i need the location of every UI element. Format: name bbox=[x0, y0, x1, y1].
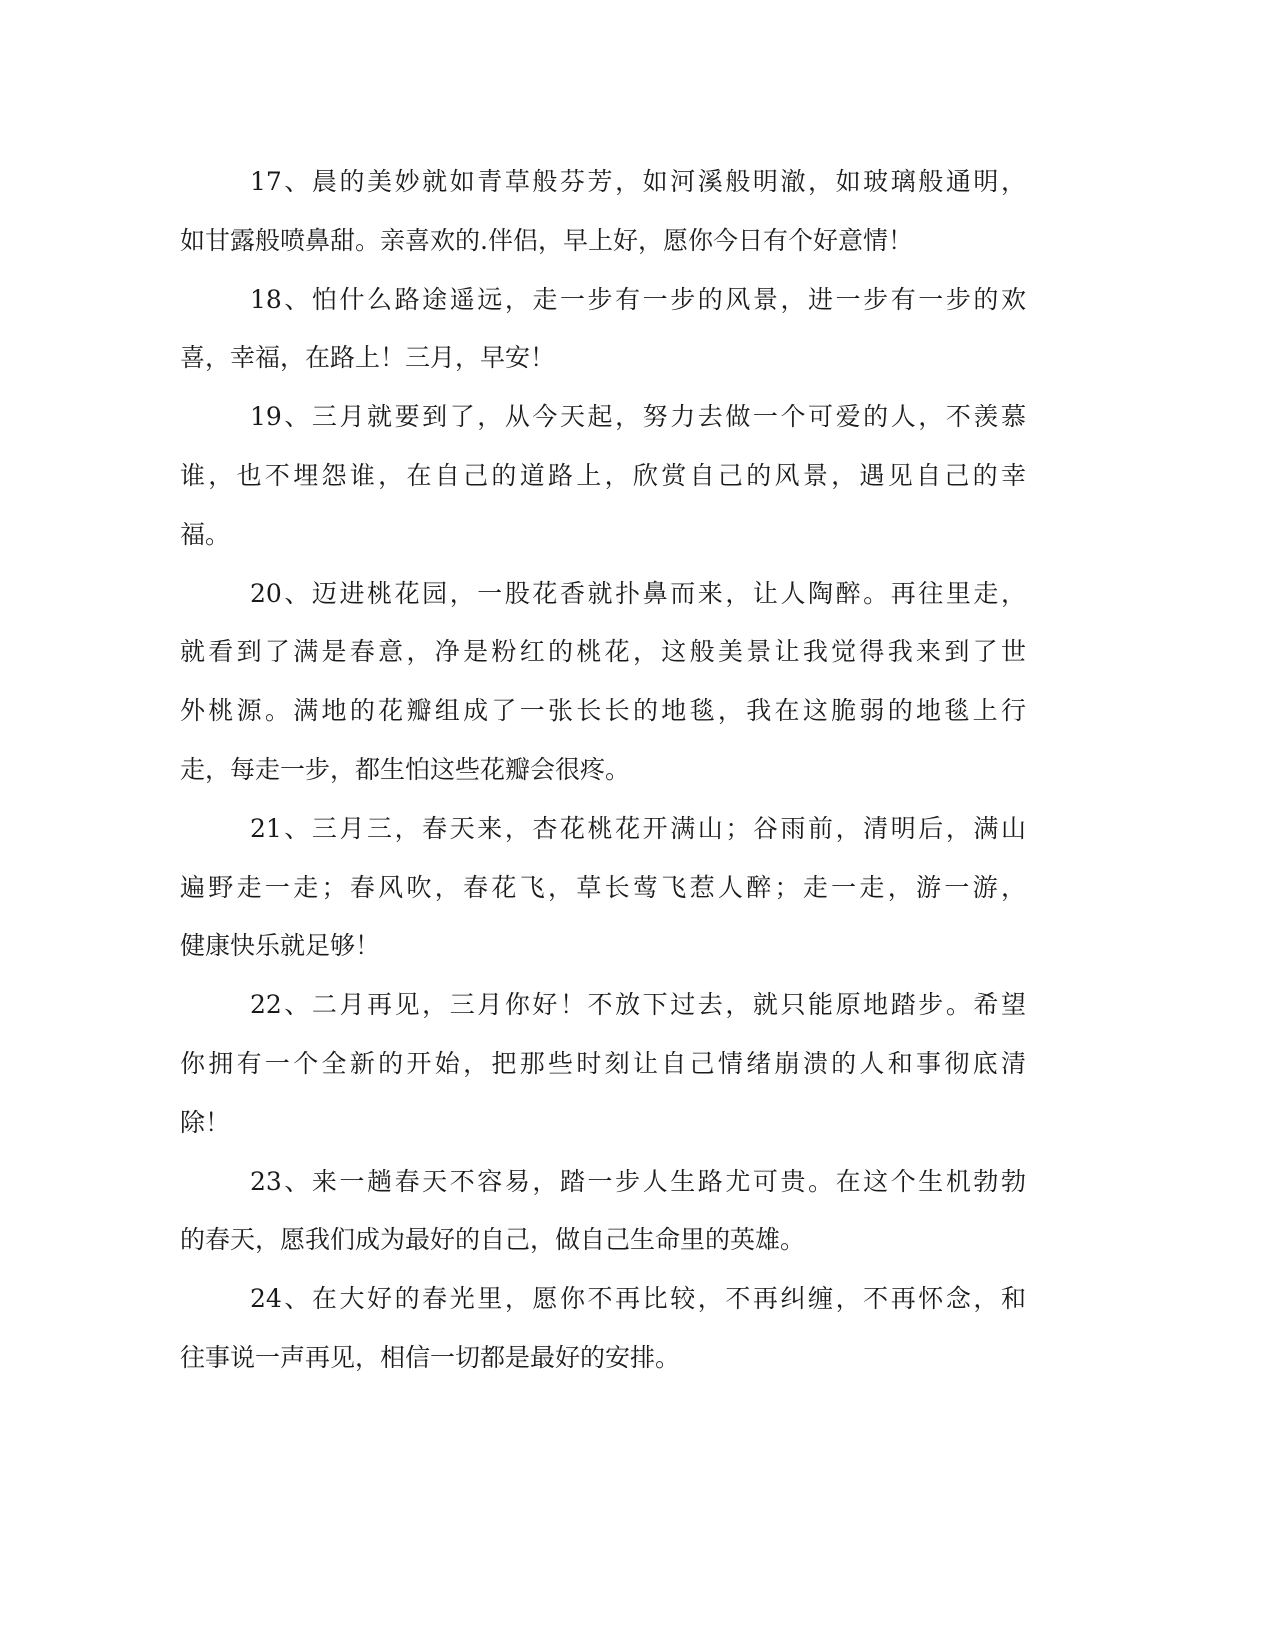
document-page bbox=[180, 153, 1026, 1388]
text-line: 20、迈进桃花园，一股花香就扑鼻而来，让人陶醉。再往里走， bbox=[250, 578, 1026, 608]
text-line: 健康快乐就足够！ bbox=[180, 931, 381, 961]
paragraph bbox=[180, 800, 1026, 976]
text-line: 24、在大好的春光里，愿你不再比较，不再纠缠，不再怀念，和 bbox=[250, 1284, 1026, 1314]
text-line: 走，每走一步，都生怕这些花瓣会很疼。 bbox=[180, 754, 631, 784]
text-line: 18、怕什么路途遥远，走一步有一步的风景，进一步有一步的欢 bbox=[250, 284, 1026, 314]
paragraph bbox=[180, 271, 1026, 389]
text-line: 外桃源。满地的花瓣组成了一张长长的地毯，我在这脆弱的地毯上行 bbox=[180, 696, 1026, 726]
text-line: 的春天，愿我们成为最好的自己，做自己生命里的英雄。 bbox=[180, 1225, 806, 1255]
text-line: 谁，也不埋怨谁，在自己的道路上，欣赏自己的风景，遇见自己的幸 bbox=[180, 460, 1026, 490]
text-line: 你拥有一个全新的开始，把那些时刻让自己情绪崩溃的人和事彻底清 bbox=[180, 1048, 1026, 1078]
text-line: 喜，幸福，在路上！三月，早安！ bbox=[180, 343, 556, 373]
paragraph bbox=[180, 565, 1026, 800]
text-line: 就看到了满是春意，净是粉红的桃花，这般美景让我觉得我来到了世 bbox=[180, 637, 1026, 667]
paragraph bbox=[180, 153, 1026, 271]
text-line: 如甘露般喷鼻甜。亲喜欢的.伴侣，早上好，愿你今日有个好意情！ bbox=[180, 225, 913, 255]
paragraph bbox=[180, 1270, 1026, 1388]
text-line: 23、来一趟春天不容易，踏一步人生路尤可贵。在这个生机勃勃 bbox=[250, 1166, 1026, 1196]
paragraph bbox=[180, 976, 1026, 1152]
paragraph bbox=[180, 1153, 1026, 1271]
text-line: 17、晨的美妙就如青草般芬芳，如河溪般明澈，如玻璃般通明， bbox=[250, 167, 1026, 196]
text-line: 往事说一声再见，相信一切都是最好的安排。 bbox=[180, 1342, 681, 1372]
text-line: 除！ bbox=[180, 1107, 231, 1137]
text-line: 22、二月再见，三月你好！不放下过去，就只能原地踏步。希望 bbox=[250, 990, 1026, 1020]
text-line: 遍野走一走；春风吹，春花飞，草长莺飞惹人醉；走一走，游一游， bbox=[180, 872, 1026, 902]
text-line: 19、三月就要到了，从今天起，努力去做一个可爱的人，不羡慕 bbox=[250, 402, 1026, 432]
text-line: 21、三月三，春天来，杏花桃花开满山；谷雨前，清明后，满山 bbox=[250, 813, 1026, 843]
text-line: 福。 bbox=[180, 519, 231, 549]
paragraph bbox=[180, 388, 1026, 564]
